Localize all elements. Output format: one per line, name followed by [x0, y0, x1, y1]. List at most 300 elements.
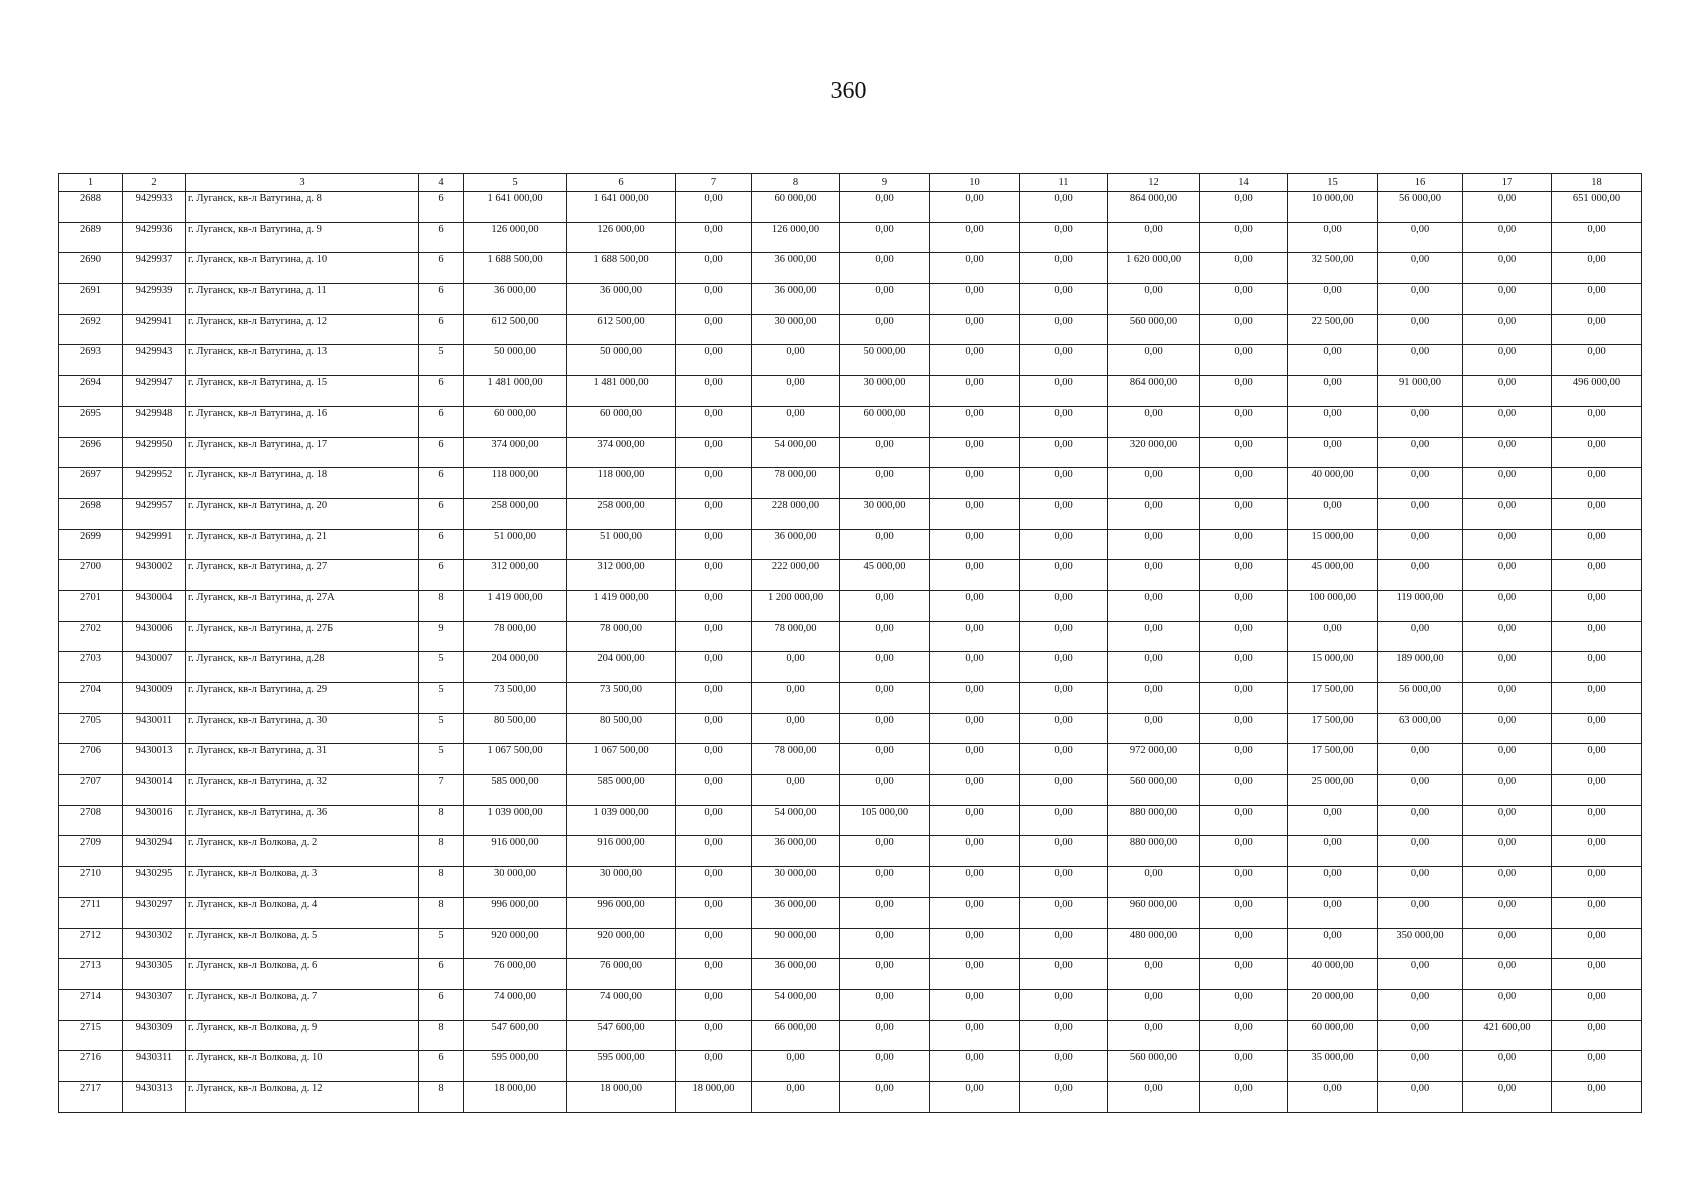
table-cell: 0,00	[840, 253, 930, 284]
table-cell: 0,00	[840, 897, 930, 928]
column-header: 18	[1552, 174, 1642, 192]
table-cell: 0,00	[1378, 1051, 1463, 1082]
table-cell: 2706	[59, 744, 123, 775]
table-cell: 0,00	[1200, 1051, 1288, 1082]
column-header: 1	[59, 174, 123, 192]
table-cell: 2704	[59, 683, 123, 714]
table-cell: 0,00	[1108, 468, 1200, 499]
table-cell: 0,00	[1463, 192, 1552, 223]
table-cell: 0,00	[1378, 775, 1463, 806]
table-cell: 0,00	[1108, 989, 1200, 1020]
address-cell: г. Луганск, кв-л Ватугина, д. 20	[186, 498, 419, 529]
table-cell: 258 000,00	[464, 498, 567, 529]
table-cell: 0,00	[1200, 376, 1288, 407]
table-cell: 126 000,00	[567, 222, 676, 253]
table-cell: 0,00	[676, 192, 752, 223]
table-cell: 0,00	[1463, 345, 1552, 376]
table-cell: 547 600,00	[464, 1020, 567, 1051]
table-cell: 0,00	[1020, 1020, 1108, 1051]
table-cell: 0,00	[1200, 345, 1288, 376]
table-cell: 10 000,00	[1288, 192, 1378, 223]
table-cell: 66 000,00	[752, 1020, 840, 1051]
table-cell: 9429937	[123, 253, 186, 284]
table-cell: 18 000,00	[567, 1081, 676, 1112]
table-cell: 0,00	[752, 652, 840, 683]
table-cell: 0,00	[1288, 928, 1378, 959]
table-cell: 100 000,00	[1288, 590, 1378, 621]
table-cell: 15 000,00	[1288, 529, 1378, 560]
address-cell: г. Луганск, кв-л Ватугина, д. 21	[186, 529, 419, 560]
table-cell: 0,00	[676, 222, 752, 253]
address-cell: г. Луганск, кв-л Ватугина, д. 18	[186, 468, 419, 499]
table-body	[59, 192, 1642, 1113]
table-cell: 36 000,00	[752, 897, 840, 928]
table-cell: 0,00	[1552, 314, 1642, 345]
table-cell: 0,00	[840, 437, 930, 468]
table-cell: 258 000,00	[567, 498, 676, 529]
table-cell: 9430016	[123, 805, 186, 836]
table-cell: 0,00	[1463, 498, 1552, 529]
table-cell: 9429947	[123, 376, 186, 407]
table-cell: 78 000,00	[752, 744, 840, 775]
table-cell: 0,00	[1200, 928, 1288, 959]
table-cell: 9430294	[123, 836, 186, 867]
table-cell: 0,00	[1463, 805, 1552, 836]
table-cell: 56 000,00	[1378, 683, 1463, 714]
table-cell: 0,00	[930, 498, 1020, 529]
table-cell: 0,00	[1463, 683, 1552, 714]
table-cell: 6	[419, 529, 464, 560]
table-row	[59, 928, 1642, 959]
table-cell: 0,00	[676, 867, 752, 898]
address-cell: г. Луганск, кв-л Волкова, д. 10	[186, 1051, 419, 1082]
page-number: 360	[830, 78, 867, 104]
table-cell: 0,00	[1020, 928, 1108, 959]
table-cell: 880 000,00	[1108, 805, 1200, 836]
table-cell: 204 000,00	[567, 652, 676, 683]
table-cell: 0,00	[752, 683, 840, 714]
table-cell: 0,00	[1552, 406, 1642, 437]
table-cell: 50 000,00	[464, 345, 567, 376]
table-cell: 2688	[59, 192, 123, 223]
table-cell: 0,00	[1552, 529, 1642, 560]
table-cell: 51 000,00	[567, 529, 676, 560]
table-cell: 0,00	[1020, 560, 1108, 591]
table-cell: 960 000,00	[1108, 897, 1200, 928]
table-cell: 560 000,00	[1108, 314, 1200, 345]
table-cell: 90 000,00	[752, 928, 840, 959]
table-cell: 320 000,00	[1108, 437, 1200, 468]
table-cell: 0,00	[1108, 284, 1200, 315]
table-cell: 2693	[59, 345, 123, 376]
table-cell: 0,00	[1552, 1051, 1642, 1082]
table-cell: 0,00	[1020, 406, 1108, 437]
table-cell: 36 000,00	[752, 253, 840, 284]
table-cell: 996 000,00	[567, 897, 676, 928]
table-cell: 0,00	[1020, 959, 1108, 990]
table-cell: 0,00	[752, 345, 840, 376]
table-cell: 0,00	[1020, 621, 1108, 652]
column-header: 16	[1378, 174, 1463, 192]
table-cell: 2711	[59, 897, 123, 928]
address-cell: г. Луганск, кв-л Ватугина, д. 12	[186, 314, 419, 345]
table-cell: 0,00	[840, 284, 930, 315]
table-cell: 0,00	[752, 1081, 840, 1112]
table-cell: 0,00	[752, 775, 840, 806]
table-cell: 0,00	[752, 376, 840, 407]
table-cell: 119 000,00	[1378, 590, 1463, 621]
table-cell: 0,00	[1200, 867, 1288, 898]
table-cell: 20 000,00	[1288, 989, 1378, 1020]
table-cell: 0,00	[1552, 253, 1642, 284]
table-cell: 6	[419, 253, 464, 284]
table-cell: 0,00	[1200, 468, 1288, 499]
table-cell: 972 000,00	[1108, 744, 1200, 775]
table-cell: 0,00	[930, 468, 1020, 499]
table-cell: 91 000,00	[1378, 376, 1463, 407]
table-cell: 0,00	[1020, 222, 1108, 253]
table-cell: 0,00	[1378, 314, 1463, 345]
column-header: 11	[1020, 174, 1108, 192]
table-cell: 5	[419, 928, 464, 959]
table-cell: 0,00	[1020, 345, 1108, 376]
table-cell: 0,00	[930, 529, 1020, 560]
table-cell: 17 500,00	[1288, 713, 1378, 744]
table-cell: 0,00	[1108, 498, 1200, 529]
table-cell: 0,00	[1020, 590, 1108, 621]
table-cell: 74 000,00	[567, 989, 676, 1020]
table-cell: 0,00	[1552, 713, 1642, 744]
table-cell: 8	[419, 867, 464, 898]
table-cell: 0,00	[1378, 867, 1463, 898]
table-cell: 0,00	[1200, 253, 1288, 284]
table-cell: 0,00	[930, 744, 1020, 775]
table-cell: 1 481 000,00	[567, 376, 676, 407]
table-cell: 0,00	[1200, 284, 1288, 315]
table-cell: 0,00	[840, 775, 930, 806]
table-row	[59, 345, 1642, 376]
column-header: 6	[567, 174, 676, 192]
table-cell: 0,00	[1288, 345, 1378, 376]
table-cell: 9429948	[123, 406, 186, 437]
table-cell: 0,00	[930, 222, 1020, 253]
table-cell: 78 000,00	[567, 621, 676, 652]
table-cell: 0,00	[1378, 498, 1463, 529]
table-cell: 1 481 000,00	[464, 376, 567, 407]
table-cell: 0,00	[1463, 406, 1552, 437]
table-cell: 560 000,00	[1108, 775, 1200, 806]
table-cell: 9429943	[123, 345, 186, 376]
table-cell: 40 000,00	[1288, 468, 1378, 499]
table-cell: 2709	[59, 836, 123, 867]
table-cell: 0,00	[1288, 437, 1378, 468]
table-cell: 9430313	[123, 1081, 186, 1112]
table-cell: 0,00	[676, 345, 752, 376]
table-cell: 0,00	[1108, 683, 1200, 714]
table-cell: 0,00	[1200, 683, 1288, 714]
table-cell: 1 641 000,00	[567, 192, 676, 223]
table-cell: 0,00	[1200, 1081, 1288, 1112]
table-cell: 0,00	[1288, 376, 1378, 407]
address-cell: г. Луганск, кв-л Волкова, д. 12	[186, 1081, 419, 1112]
table-cell: 9430295	[123, 867, 186, 898]
table-cell: 0,00	[676, 314, 752, 345]
column-header: 12	[1108, 174, 1200, 192]
table-cell: 916 000,00	[464, 836, 567, 867]
address-cell: г. Луганск, кв-л Ватугина, д. 31	[186, 744, 419, 775]
table-cell: 1 067 500,00	[567, 744, 676, 775]
table-cell: 0,00	[1288, 621, 1378, 652]
address-cell: г. Луганск, кв-л Волкова, д. 2	[186, 836, 419, 867]
column-header: 4	[419, 174, 464, 192]
table-cell: 0,00	[1288, 867, 1378, 898]
header-row	[59, 174, 1642, 192]
table-row	[59, 406, 1642, 437]
table-cell: 9	[419, 621, 464, 652]
table-cell: 0,00	[1200, 713, 1288, 744]
table-cell: 9430307	[123, 989, 186, 1020]
table-cell: 0,00	[1463, 897, 1552, 928]
table-cell: 9430305	[123, 959, 186, 990]
table-cell: 9429950	[123, 437, 186, 468]
table-cell: 0,00	[676, 468, 752, 499]
table-row	[59, 590, 1642, 621]
table-cell: 0,00	[752, 1051, 840, 1082]
address-cell: г. Луганск, кв-л Ватугина, д. 11	[186, 284, 419, 315]
address-cell: г. Луганск, кв-л Ватугина, д. 15	[186, 376, 419, 407]
table-cell: 0,00	[676, 744, 752, 775]
table-row	[59, 437, 1642, 468]
table-cell: 560 000,00	[1108, 1051, 1200, 1082]
table-cell: 9430014	[123, 775, 186, 806]
table-cell: 1 688 500,00	[464, 253, 567, 284]
table-cell: 0,00	[840, 867, 930, 898]
table-cell: 0,00	[840, 652, 930, 683]
table-cell: 0,00	[930, 805, 1020, 836]
table-cell: 0,00	[1552, 867, 1642, 898]
table-cell: 0,00	[1020, 805, 1108, 836]
table-cell: 51 000,00	[464, 529, 567, 560]
table-cell: 2696	[59, 437, 123, 468]
table-row	[59, 959, 1642, 990]
table-row	[59, 1020, 1642, 1051]
table-cell: 0,00	[1463, 376, 1552, 407]
table-cell: 0,00	[1552, 284, 1642, 315]
table-cell: 0,00	[676, 805, 752, 836]
table-cell: 0,00	[1108, 529, 1200, 560]
column-header: 5	[464, 174, 567, 192]
table-cell: 0,00	[1378, 468, 1463, 499]
table-row	[59, 989, 1642, 1020]
column-header: 3	[186, 174, 419, 192]
table-cell: 0,00	[676, 989, 752, 1020]
table-cell: 2705	[59, 713, 123, 744]
table-cell: 0,00	[840, 314, 930, 345]
table-row	[59, 1081, 1642, 1112]
table-cell: 0,00	[676, 928, 752, 959]
table-cell: 0,00	[930, 560, 1020, 591]
table-cell: 0,00	[1463, 284, 1552, 315]
table-cell: 0,00	[1378, 1081, 1463, 1112]
table-cell: 0,00	[1108, 1081, 1200, 1112]
table-cell: 0,00	[1288, 498, 1378, 529]
column-header: 14	[1200, 174, 1288, 192]
table-cell: 1 039 000,00	[464, 805, 567, 836]
table-cell: 9430004	[123, 590, 186, 621]
table-cell: 36 000,00	[752, 836, 840, 867]
table-row	[59, 498, 1642, 529]
table-cell: 0,00	[1378, 959, 1463, 990]
table-cell: 0,00	[1552, 560, 1642, 591]
table-cell: 0,00	[1108, 959, 1200, 990]
address-cell: г. Луганск, кв-л Ватугина, д. 13	[186, 345, 419, 376]
table-cell: 0,00	[1552, 590, 1642, 621]
table-row	[59, 253, 1642, 284]
table-cell: 0,00	[930, 376, 1020, 407]
table-cell: 1 039 000,00	[567, 805, 676, 836]
table-cell: 0,00	[1552, 437, 1642, 468]
table-cell: 0,00	[676, 1020, 752, 1051]
table-cell: 0,00	[1020, 683, 1108, 714]
table-cell: 5	[419, 713, 464, 744]
table-cell: 0,00	[1552, 775, 1642, 806]
table-cell: 0,00	[752, 406, 840, 437]
table-cell: 0,00	[930, 867, 1020, 898]
table-cell: 2689	[59, 222, 123, 253]
column-header: 7	[676, 174, 752, 192]
table-cell: 0,00	[1288, 897, 1378, 928]
table-cell: 1 620 000,00	[1108, 253, 1200, 284]
table-cell: 0,00	[1020, 314, 1108, 345]
table-cell: 0,00	[1552, 1020, 1642, 1051]
table-cell: 8	[419, 1081, 464, 1112]
table-cell: 40 000,00	[1288, 959, 1378, 990]
table-cell: 2701	[59, 590, 123, 621]
table-cell: 0,00	[930, 437, 1020, 468]
table-cell: 0,00	[1378, 253, 1463, 284]
table-cell: 1 067 500,00	[464, 744, 567, 775]
table-cell: 0,00	[930, 836, 1020, 867]
table-cell: 1 641 000,00	[464, 192, 567, 223]
data-table	[58, 173, 1642, 1113]
table-cell: 0,00	[1020, 989, 1108, 1020]
table-cell: 0,00	[752, 713, 840, 744]
table-cell: 5	[419, 683, 464, 714]
address-cell: г. Луганск, кв-л Волкова, д. 3	[186, 867, 419, 898]
table-cell: 0,00	[930, 652, 1020, 683]
table-cell: 15 000,00	[1288, 652, 1378, 683]
table-cell: 0,00	[840, 621, 930, 652]
table-cell: 126 000,00	[752, 222, 840, 253]
table-cell: 80 500,00	[567, 713, 676, 744]
table-cell: 864 000,00	[1108, 376, 1200, 407]
table-cell: 374 000,00	[464, 437, 567, 468]
table-cell: 0,00	[676, 284, 752, 315]
table-cell: 0,00	[1463, 314, 1552, 345]
table-cell: 0,00	[840, 1081, 930, 1112]
address-cell: г. Луганск, кв-л Ватугина, д. 36	[186, 805, 419, 836]
table-cell: 0,00	[930, 621, 1020, 652]
table-cell: 17 500,00	[1288, 683, 1378, 714]
table-cell: 585 000,00	[567, 775, 676, 806]
table-cell: 0,00	[1463, 222, 1552, 253]
table-cell: 9429941	[123, 314, 186, 345]
table-cell: 421 600,00	[1463, 1020, 1552, 1051]
table-cell: 8	[419, 590, 464, 621]
table-cell: 0,00	[1200, 959, 1288, 990]
table-cell: 0,00	[1552, 345, 1642, 376]
table-cell: 0,00	[930, 590, 1020, 621]
table-cell: 18 000,00	[464, 1081, 567, 1112]
table-cell: 73 500,00	[567, 683, 676, 714]
table-cell: 0,00	[1200, 1020, 1288, 1051]
table-cell: 2702	[59, 621, 123, 652]
table-cell: 0,00	[1378, 744, 1463, 775]
address-cell: г. Луганск, кв-л Ватугина, д. 9	[186, 222, 419, 253]
table-cell: 1 419 000,00	[464, 590, 567, 621]
table-cell: 0,00	[676, 652, 752, 683]
column-header: 9	[840, 174, 930, 192]
table-cell: 2713	[59, 959, 123, 990]
table-cell: 0,00	[1378, 406, 1463, 437]
table-row	[59, 805, 1642, 836]
table-cell: 0,00	[1378, 222, 1463, 253]
table-cell: 0,00	[930, 284, 1020, 315]
table-cell: 0,00	[1020, 1051, 1108, 1082]
table-cell: 0,00	[1108, 590, 1200, 621]
table-cell: 0,00	[1288, 284, 1378, 315]
table-cell: 6	[419, 406, 464, 437]
table-cell: 0,00	[1288, 836, 1378, 867]
table-cell: 480 000,00	[1108, 928, 1200, 959]
table-cell: 0,00	[1463, 253, 1552, 284]
table-cell: 0,00	[1020, 529, 1108, 560]
address-cell: г. Луганск, кв-л Ватугина, д.28	[186, 652, 419, 683]
table-row	[59, 744, 1642, 775]
table-cell: 0,00	[1020, 284, 1108, 315]
table-cell: 73 500,00	[464, 683, 567, 714]
table-cell: 60 000,00	[567, 406, 676, 437]
table-cell: 0,00	[930, 897, 1020, 928]
table-cell: 222 000,00	[752, 560, 840, 591]
table-cell: 2694	[59, 376, 123, 407]
table-cell: 0,00	[1020, 498, 1108, 529]
table-cell: 0,00	[1378, 836, 1463, 867]
table-cell: 9429991	[123, 529, 186, 560]
table-cell: 0,00	[1378, 897, 1463, 928]
table-cell: 30 000,00	[840, 376, 930, 407]
table-cell: 5	[419, 345, 464, 376]
table-cell: 36 000,00	[752, 284, 840, 315]
table-cell: 2698	[59, 498, 123, 529]
table-cell: 0,00	[1020, 468, 1108, 499]
table-cell: 0,00	[930, 713, 1020, 744]
table-cell: 2692	[59, 314, 123, 345]
table-cell: 0,00	[676, 529, 752, 560]
table-cell: 0,00	[676, 406, 752, 437]
table-row	[59, 652, 1642, 683]
table-cell: 204 000,00	[464, 652, 567, 683]
address-cell: г. Луганск, кв-л Ватугина, д. 30	[186, 713, 419, 744]
table-cell: 0,00	[1463, 1081, 1552, 1112]
table-cell: 0,00	[930, 683, 1020, 714]
table-cell: 78 000,00	[752, 621, 840, 652]
table-row	[59, 284, 1642, 315]
table-cell: 0,00	[1200, 836, 1288, 867]
table-cell: 8	[419, 1020, 464, 1051]
table-cell: 0,00	[1200, 314, 1288, 345]
table-cell: 50 000,00	[840, 345, 930, 376]
